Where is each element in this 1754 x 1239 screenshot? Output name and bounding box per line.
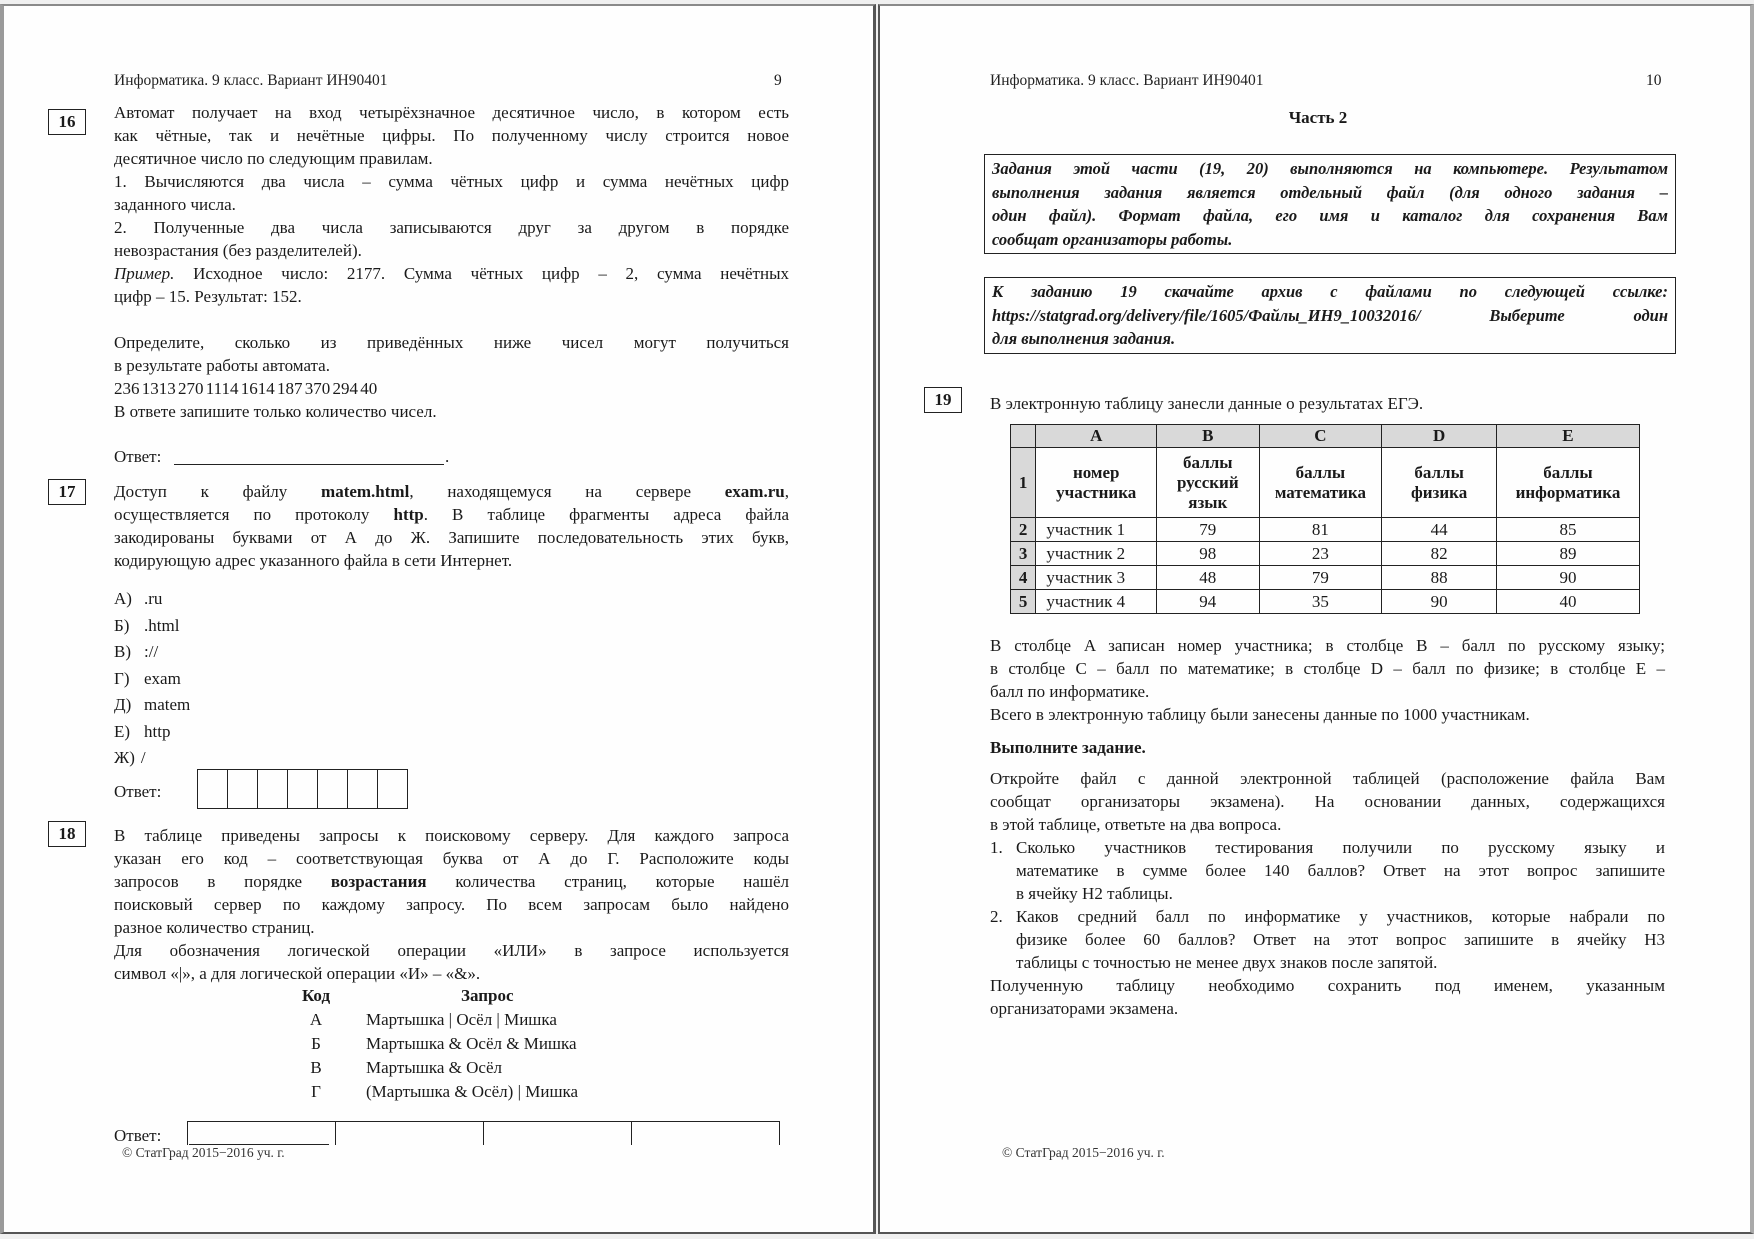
- header-cell: номер участника: [1036, 448, 1157, 518]
- page-10: [878, 4, 1754, 1234]
- cell: 85: [1496, 518, 1639, 542]
- answer-cell[interactable]: [483, 1122, 631, 1145]
- option-item: Д) matem: [114, 695, 191, 714]
- option-item: Ж) /: [114, 748, 146, 767]
- task-title: Выполните задание.: [990, 738, 1146, 757]
- q19-description: В столбце A записан номер участника; в столбце B – балл по русскому языку; в столбце C – балл по математике; в столбце D – балл по физике; в столбце E – балл по информатике. Всего в электронную таблицу были занесены данные по 1000 участникам.: [990, 636, 1665, 724]
- column-header: C: [1259, 425, 1382, 448]
- option-item: Г) exam: [114, 668, 181, 688]
- cell: 40: [1496, 590, 1639, 614]
- column-header: E: [1496, 425, 1639, 448]
- query-table-header: Код Запрос: [301, 986, 514, 1005]
- table-row: [1011, 566, 1640, 590]
- q16-numbers: 236 1313 270 1114 1614 187 370 294 40: [114, 379, 378, 398]
- q16-line: Автомат получает на вход четырёхзначное десятичное число, в котором есть: [114, 103, 789, 122]
- table-row: [1011, 542, 1640, 566]
- cell: 81: [1259, 518, 1382, 542]
- q16-line: невозрастания (без разделителей).: [114, 241, 362, 260]
- option-item: Е) http: [114, 721, 171, 741]
- answer-cell[interactable]: [335, 1122, 483, 1145]
- q17-options: [114, 586, 190, 772]
- cell: 48: [1157, 566, 1259, 590]
- q16-answer-field[interactable]: [174, 464, 444, 465]
- header-data-row: [1011, 448, 1640, 518]
- row-header: 2: [1011, 518, 1036, 542]
- question-18-text: В таблице приведены запросы к поисковому серверу. Для каждого запроса указан его код – соответствующая буква от А до Г. Расположите коды запросов в порядке возрастания количества страниц, которые нашёл поисковый сервер по каждому запросу. По всем запросам было найдено разное количество страниц. Для обозначения логической операции «ИЛИ» в запросе используется символ «|», а для логической операции «И» – «&».: [114, 826, 789, 983]
- q17-answer-label: Ответ:: [114, 782, 162, 801]
- column-header: B: [1157, 425, 1259, 448]
- q17-answer-cells[interactable]: [197, 769, 408, 809]
- task-item: 1. Сколько участников тестирования получили по русскому языку и математике в сумме более 140 баллов? Ответ на этот вопрос запишите в ячейку H2 таблицы.: [990, 838, 1665, 903]
- column-header: A: [1036, 425, 1157, 448]
- header-cell: баллы физика: [1382, 448, 1497, 518]
- download-link[interactable]: https://statgrad.org/delivery/file/1605/Файлы_ИН9_10032016/ Выберите один: [992, 305, 1668, 325]
- question-number-17: 17: [48, 479, 86, 505]
- header-cell: баллы математика: [1259, 448, 1382, 518]
- server-name: exam.ru: [724, 482, 785, 501]
- notice-download-archive: К заданию 19 скачайте архив с файлами по следующей ссылке: https://statgrad.org/delivery/file/1605/Файлы_ИН9_10032016/ Выберите один для выполнения задания.: [984, 277, 1676, 354]
- page-header: Информатика. 9 класс. Вариант ИН90401: [114, 72, 388, 89]
- answer-cell[interactable]: [288, 770, 318, 808]
- option-item: Б) .html: [114, 615, 180, 635]
- query-table-row: Г (Мартышка & Осёл) | Мишка: [311, 1082, 579, 1101]
- question-number-19: 19: [924, 387, 962, 413]
- q16-example-result: цифр – 15. Результат: 152.: [114, 287, 302, 306]
- page-number: 9: [774, 72, 782, 89]
- page-9: [0, 4, 876, 1234]
- question-number-16: 16: [48, 109, 86, 135]
- option-item: А) .ru: [114, 589, 163, 608]
- query-table-row: А Мартышка | Осёл | Мишка: [309, 1010, 557, 1029]
- q19-intro: В электронную таблицу занесли данные о результатах ЕГЭ.: [990, 394, 1424, 413]
- answer-cell[interactable]: [228, 770, 258, 808]
- page-header: Информатика. 9 класс. Вариант ИН90401: [990, 72, 1264, 89]
- file-name: matem.html: [321, 482, 410, 501]
- page-number: 10: [1646, 72, 1662, 89]
- cell: 98: [1157, 542, 1259, 566]
- cell: участник 1: [1036, 518, 1157, 542]
- spreadsheet-table: [1010, 424, 1640, 614]
- cell: 23: [1259, 542, 1382, 566]
- question-17-text: Доступ к файлу matem.html, находящемуся на сервере exam.ru, осуществляется по протоколу http. В таблице фрагменты адреса файла закодированы буквами от А до Ж. Запишите последовательность этих букв, кодирующую адрес указанного файла в сети Интернет.: [114, 482, 790, 570]
- cell: участник 2: [1036, 542, 1157, 566]
- answer-cell[interactable]: [198, 770, 228, 808]
- answer-cell[interactable]: [631, 1122, 780, 1145]
- task-list: [990, 836, 1665, 974]
- cell: 79: [1157, 518, 1259, 542]
- cell: 82: [1382, 542, 1497, 566]
- cell: 35: [1259, 590, 1382, 614]
- cell: участник 3: [1036, 566, 1157, 590]
- query-table-row: В Мартышка & Осёл: [310, 1058, 502, 1077]
- option-item: В) ://: [114, 642, 159, 661]
- q16-line: заданного числа.: [114, 195, 236, 214]
- header-cell: баллы русский язык: [1157, 448, 1259, 518]
- page-footer: © СтатГрад 2015−2016 уч. г.: [1002, 1145, 1165, 1160]
- q16-line: десятичное число по следующим правилам.: [114, 149, 433, 168]
- cell: 79: [1259, 566, 1382, 590]
- corner-cell: [1011, 425, 1036, 448]
- answer-cell[interactable]: [378, 770, 407, 808]
- question-16-text: [114, 101, 789, 423]
- q18-answer-cells[interactable]: [187, 1121, 780, 1145]
- cell: 88: [1382, 566, 1497, 590]
- q16-answer-period: .: [445, 447, 450, 466]
- query-table-row: Б Мартышка & Осёл & Мишка: [311, 1034, 577, 1053]
- header-cell: баллы информатика: [1496, 448, 1639, 518]
- cell: 90: [1382, 590, 1497, 614]
- q16-question: в результате работы автомата.: [114, 356, 330, 375]
- column-header: D: [1382, 425, 1497, 448]
- row-header: 1: [1011, 448, 1036, 518]
- cell: 89: [1496, 542, 1639, 566]
- answer-cell[interactable]: [258, 770, 288, 808]
- q16-line: 2. Полученные два числа записываются друг за другом в порядке: [114, 218, 789, 237]
- answer-cell[interactable]: [187, 1122, 335, 1145]
- emphasis-ascending: возрастания: [330, 872, 427, 891]
- q16-question: Определите, сколько из приведённых ниже чисел могут получиться: [114, 333, 789, 352]
- q16-example: Пример. Исходное число: 2177. Сумма чётных цифр – 2, сумма нечётных: [114, 264, 789, 283]
- q16-line: 1. Вычисляются два числа – сумма чётных цифр и сумма нечётных цифр: [114, 172, 789, 191]
- row-header: 5: [1011, 590, 1036, 614]
- table-row: [1011, 518, 1640, 542]
- task-item: 2. Каков средний балл по информатике у участников, которые набрали по физике более 60 баллов? Ответ на этот вопрос запишите в ячейку H3 таблицы с точностью не менее двух знаков после запятой.: [990, 907, 1665, 972]
- cell: 94: [1157, 590, 1259, 614]
- protocol-name: http: [393, 505, 424, 524]
- row-header: 3: [1011, 542, 1036, 566]
- cell: 90: [1496, 566, 1639, 590]
- q18-answer-label: Ответ:: [114, 1126, 162, 1145]
- q16-line: как чётные, так и нечётные цифры. По полученному числу строится новое: [114, 126, 789, 145]
- cell: 44: [1382, 518, 1497, 542]
- notice-computer-tasks: Задания этой части (19, 20) выполняются на компьютере. Результатом выполнения задания является отдельный файл (для одного задания – один файл). Формат файла, его имя и каталог для сохранения Вам сообщат организаторы работы.: [984, 154, 1676, 254]
- cell: участник 4: [1036, 590, 1157, 614]
- column-header-row: [1011, 425, 1640, 448]
- table-row: [1011, 590, 1640, 614]
- example-label: Пример.: [114, 264, 175, 283]
- query-table: [266, 984, 666, 1104]
- q19-instructions: Откройте файл с данной электронной таблицей (расположение файла Вам сообщат организаторы экзамена). На основании данных, содержащихся в этой таблице, ответьте на два вопроса. 1. Сколько участников тестирования получили по русскому языку и математике в сумме более 140 баллов? Ответ на этот вопрос запишите в ячейку H2 таблицы. 2. Каков средний балл по информатике у участников, которые набрали по физике более 60 баллов? Ответ на этот вопрос запишите в ячейку H3 таблицы с точностью не менее двух знаков после запятой. Полученную таблицу необходимо сохранить под именем, указанным организаторами экзамена.: [990, 769, 1665, 1018]
- part-title: Часть 2: [1288, 108, 1348, 127]
- answer-cell[interactable]: [318, 770, 348, 808]
- q16-instruction: В ответе запишите только количество чисел.: [114, 402, 437, 421]
- question-number-18: 18: [48, 821, 86, 847]
- page-footer: © СтатГрад 2015−2016 уч. г.: [122, 1145, 285, 1160]
- row-header: 4: [1011, 566, 1036, 590]
- q16-answer-label: Ответ:: [114, 447, 162, 466]
- answer-cell[interactable]: [348, 770, 378, 808]
